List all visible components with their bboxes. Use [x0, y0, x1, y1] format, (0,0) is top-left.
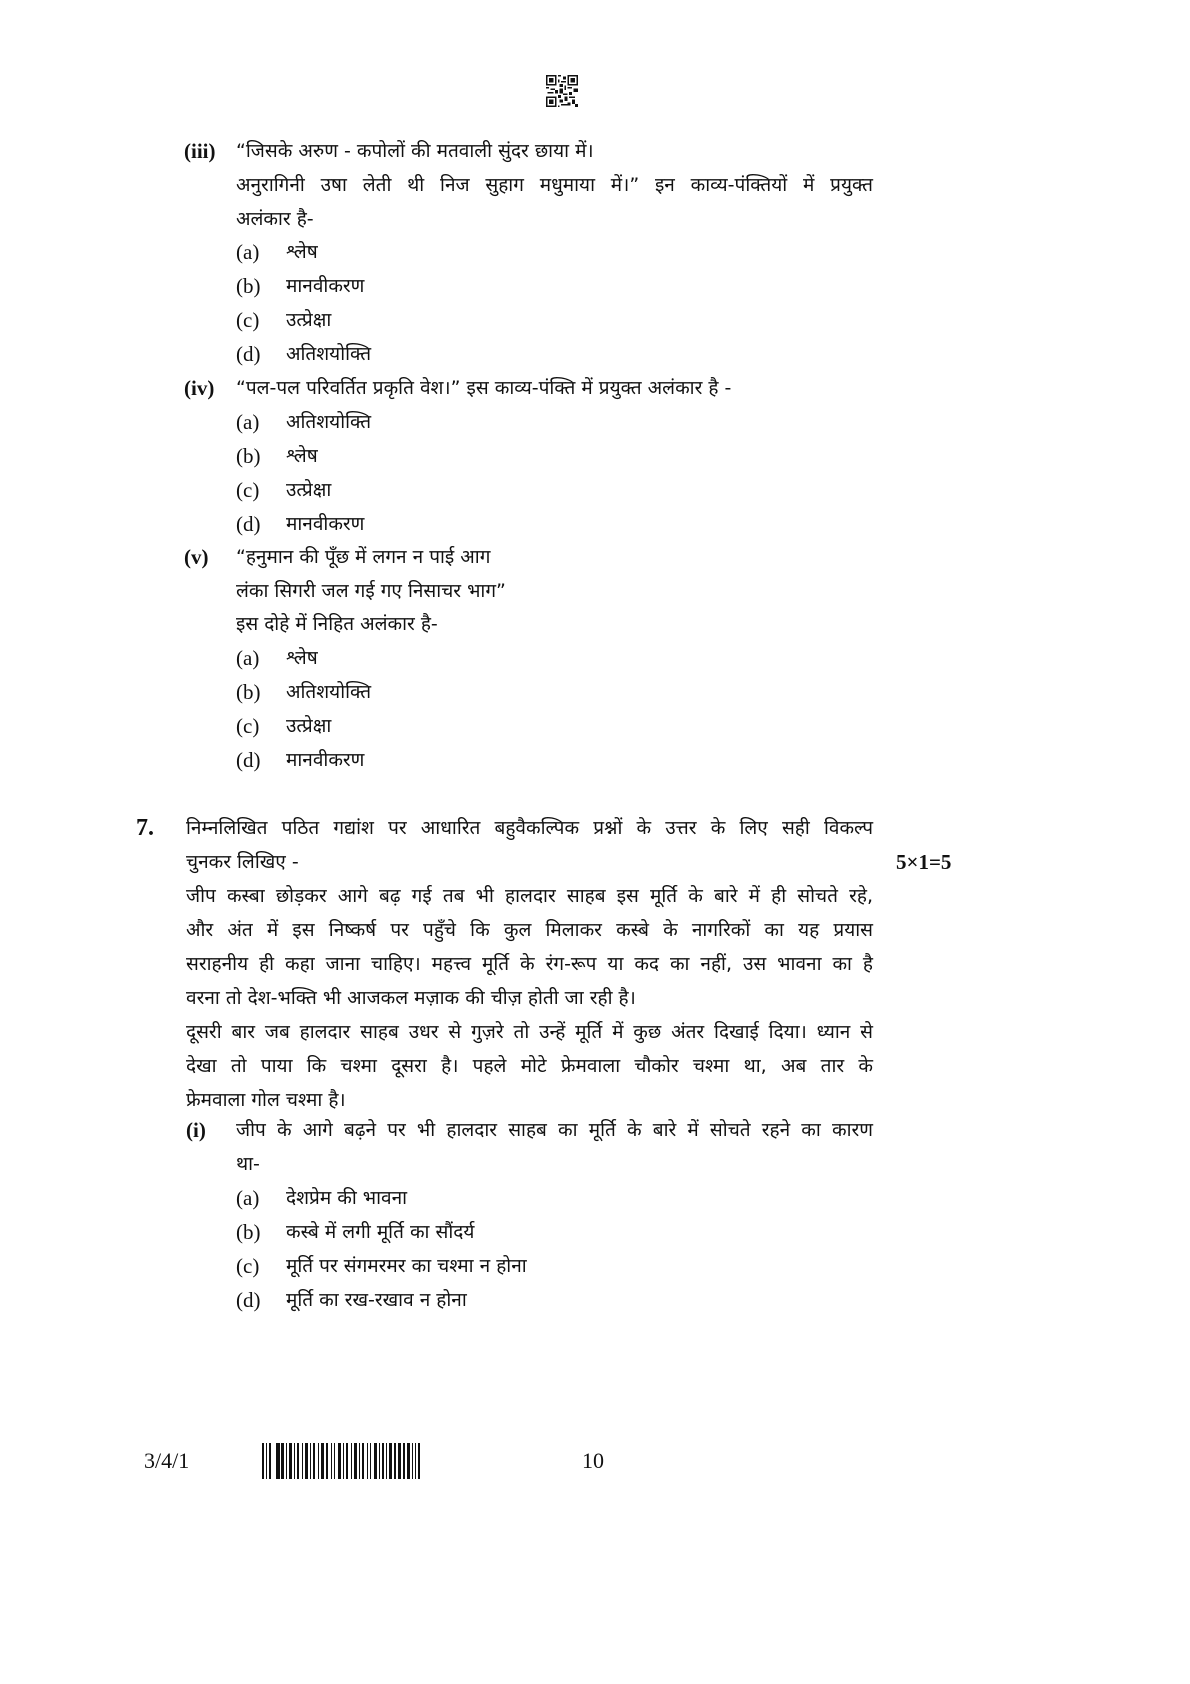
option-text: श्लेष	[286, 647, 318, 669]
question-number: (iv)	[184, 376, 215, 400]
page-number: 10	[582, 1448, 604, 1473]
passage-line: दूसरी बार जब हालदार साहब उधर से गुज़रे तो उन्हें मूर्ति में कुछ अंतर दिखाई दिया। ध्यान से	[186, 1021, 873, 1043]
passage-line: देखा तो पाया कि चश्मा दूसरा है। पहले मोटे फ्रेमवाला चौकोर चश्मा था, अब तार के	[186, 1055, 873, 1077]
option-text: मूर्ति पर संगमरमर का चश्मा न होना	[286, 1255, 527, 1277]
instruction-text: चुनकर लिखिए -	[186, 851, 299, 873]
passage-line: और अंत में इस निष्कर्ष पर पहुँचे कि कुल मिलाकर कस्बे के नागरिकों का यह प्रयास	[186, 919, 873, 941]
paper-code: 3/4/1	[144, 1448, 190, 1473]
option-label: (b)	[236, 274, 261, 298]
option-text: मानवीकरण	[286, 749, 365, 771]
marks-label: 5×1=5	[896, 850, 952, 874]
option-label: (c)	[236, 714, 260, 738]
passage-line: जीप कस्बा छोड़कर आगे बढ़ गई तब भी हालदार साहब इस मूर्ति के बारे में ही सोचते रहे,	[186, 885, 873, 907]
passage-line: फ्रेमवाला गोल चश्मा है।	[186, 1089, 346, 1111]
option-text: अतिशयोक्ति	[286, 343, 372, 365]
barcode-icon	[262, 1443, 420, 1479]
option-text: श्लेष	[286, 241, 318, 263]
option-text: मूर्ति का रख-रखाव न होना	[286, 1289, 467, 1311]
question-text: “जिसके अरुण - कपोलों की मतवाली सुंदर छाया में।	[236, 140, 594, 162]
option-text: अतिशयोक्ति	[286, 411, 372, 433]
option-text: मानवीकरण	[286, 513, 365, 535]
option-label: (d)	[236, 1288, 261, 1312]
option-label: (c)	[236, 1254, 260, 1278]
question-text: “पल-पल परिवर्तित प्रकृति वेश।” इस काव्य-पंक्ति में प्रयुक्त अलंकार है -	[236, 377, 732, 399]
option-label: (d)	[236, 748, 261, 772]
passage-line: सराहनीय ही कहा जाना चाहिए। महत्त्व मूर्ति के रंग-रूप या कद का नहीं, उस भावना का है	[186, 953, 873, 975]
option-text: कस्बे में लगी मूर्ति का सौंदर्य	[286, 1221, 475, 1243]
instruction-text: निम्नलिखित पठित गद्यांश पर आधारित बहुवैकल्पिक प्रश्नों के उत्तर के लिए सही विकल्प	[186, 817, 873, 839]
passage-line: वरना तो देश-भक्ति भी आजकल मज़ाक की चीज़ होती जा रही है।	[186, 987, 636, 1009]
option-label: (b)	[236, 680, 261, 704]
question-text: “हनुमान की पूँछ में लगन न पाई आग	[236, 546, 491, 568]
question-7-number: 7.	[136, 815, 154, 841]
subquestion-number: (i)	[186, 1118, 206, 1142]
qr-code-icon	[546, 74, 578, 108]
option-label: (d)	[236, 512, 261, 536]
option-label: (a)	[236, 410, 260, 434]
question-text: इस दोहे में निहित अलंकार है-	[236, 613, 438, 635]
option-text: उत्प्रेक्षा	[286, 715, 332, 737]
option-text: देशप्रेम की भावना	[286, 1187, 408, 1209]
option-text: मानवीकरण	[286, 275, 365, 297]
option-text: अतिशयोक्ति	[286, 681, 372, 703]
question-number: (v)	[184, 545, 209, 569]
option-text: उत्प्रेक्षा	[286, 479, 332, 501]
option-label: (c)	[236, 308, 260, 332]
subquestion-text: था-	[236, 1153, 260, 1175]
option-label: (d)	[236, 342, 261, 366]
question-number: (iii)	[184, 139, 216, 163]
option-text: श्लेष	[286, 445, 318, 467]
option-text: उत्प्रेक्षा	[286, 309, 332, 331]
subquestion-text: जीप के आगे बढ़ने पर भी हालदार साहब का मूर्ति के बारे में सोचते रहने का कारण	[236, 1119, 873, 1141]
option-label: (b)	[236, 1220, 261, 1244]
option-label: (a)	[236, 1186, 260, 1210]
option-label: (b)	[236, 444, 261, 468]
question-text: लंका सिगरी जल गई गए निसाचर भाग”	[236, 580, 506, 602]
question-text: अनुरागिनी उषा लेती थी निज सुहाग मधुमाया में।” इन काव्य-पंक्तियों में प्रयुक्त	[236, 174, 873, 196]
option-label: (a)	[236, 646, 260, 670]
option-label: (c)	[236, 478, 260, 502]
question-text: अलंकार है-	[236, 208, 314, 230]
option-label: (a)	[236, 240, 260, 264]
